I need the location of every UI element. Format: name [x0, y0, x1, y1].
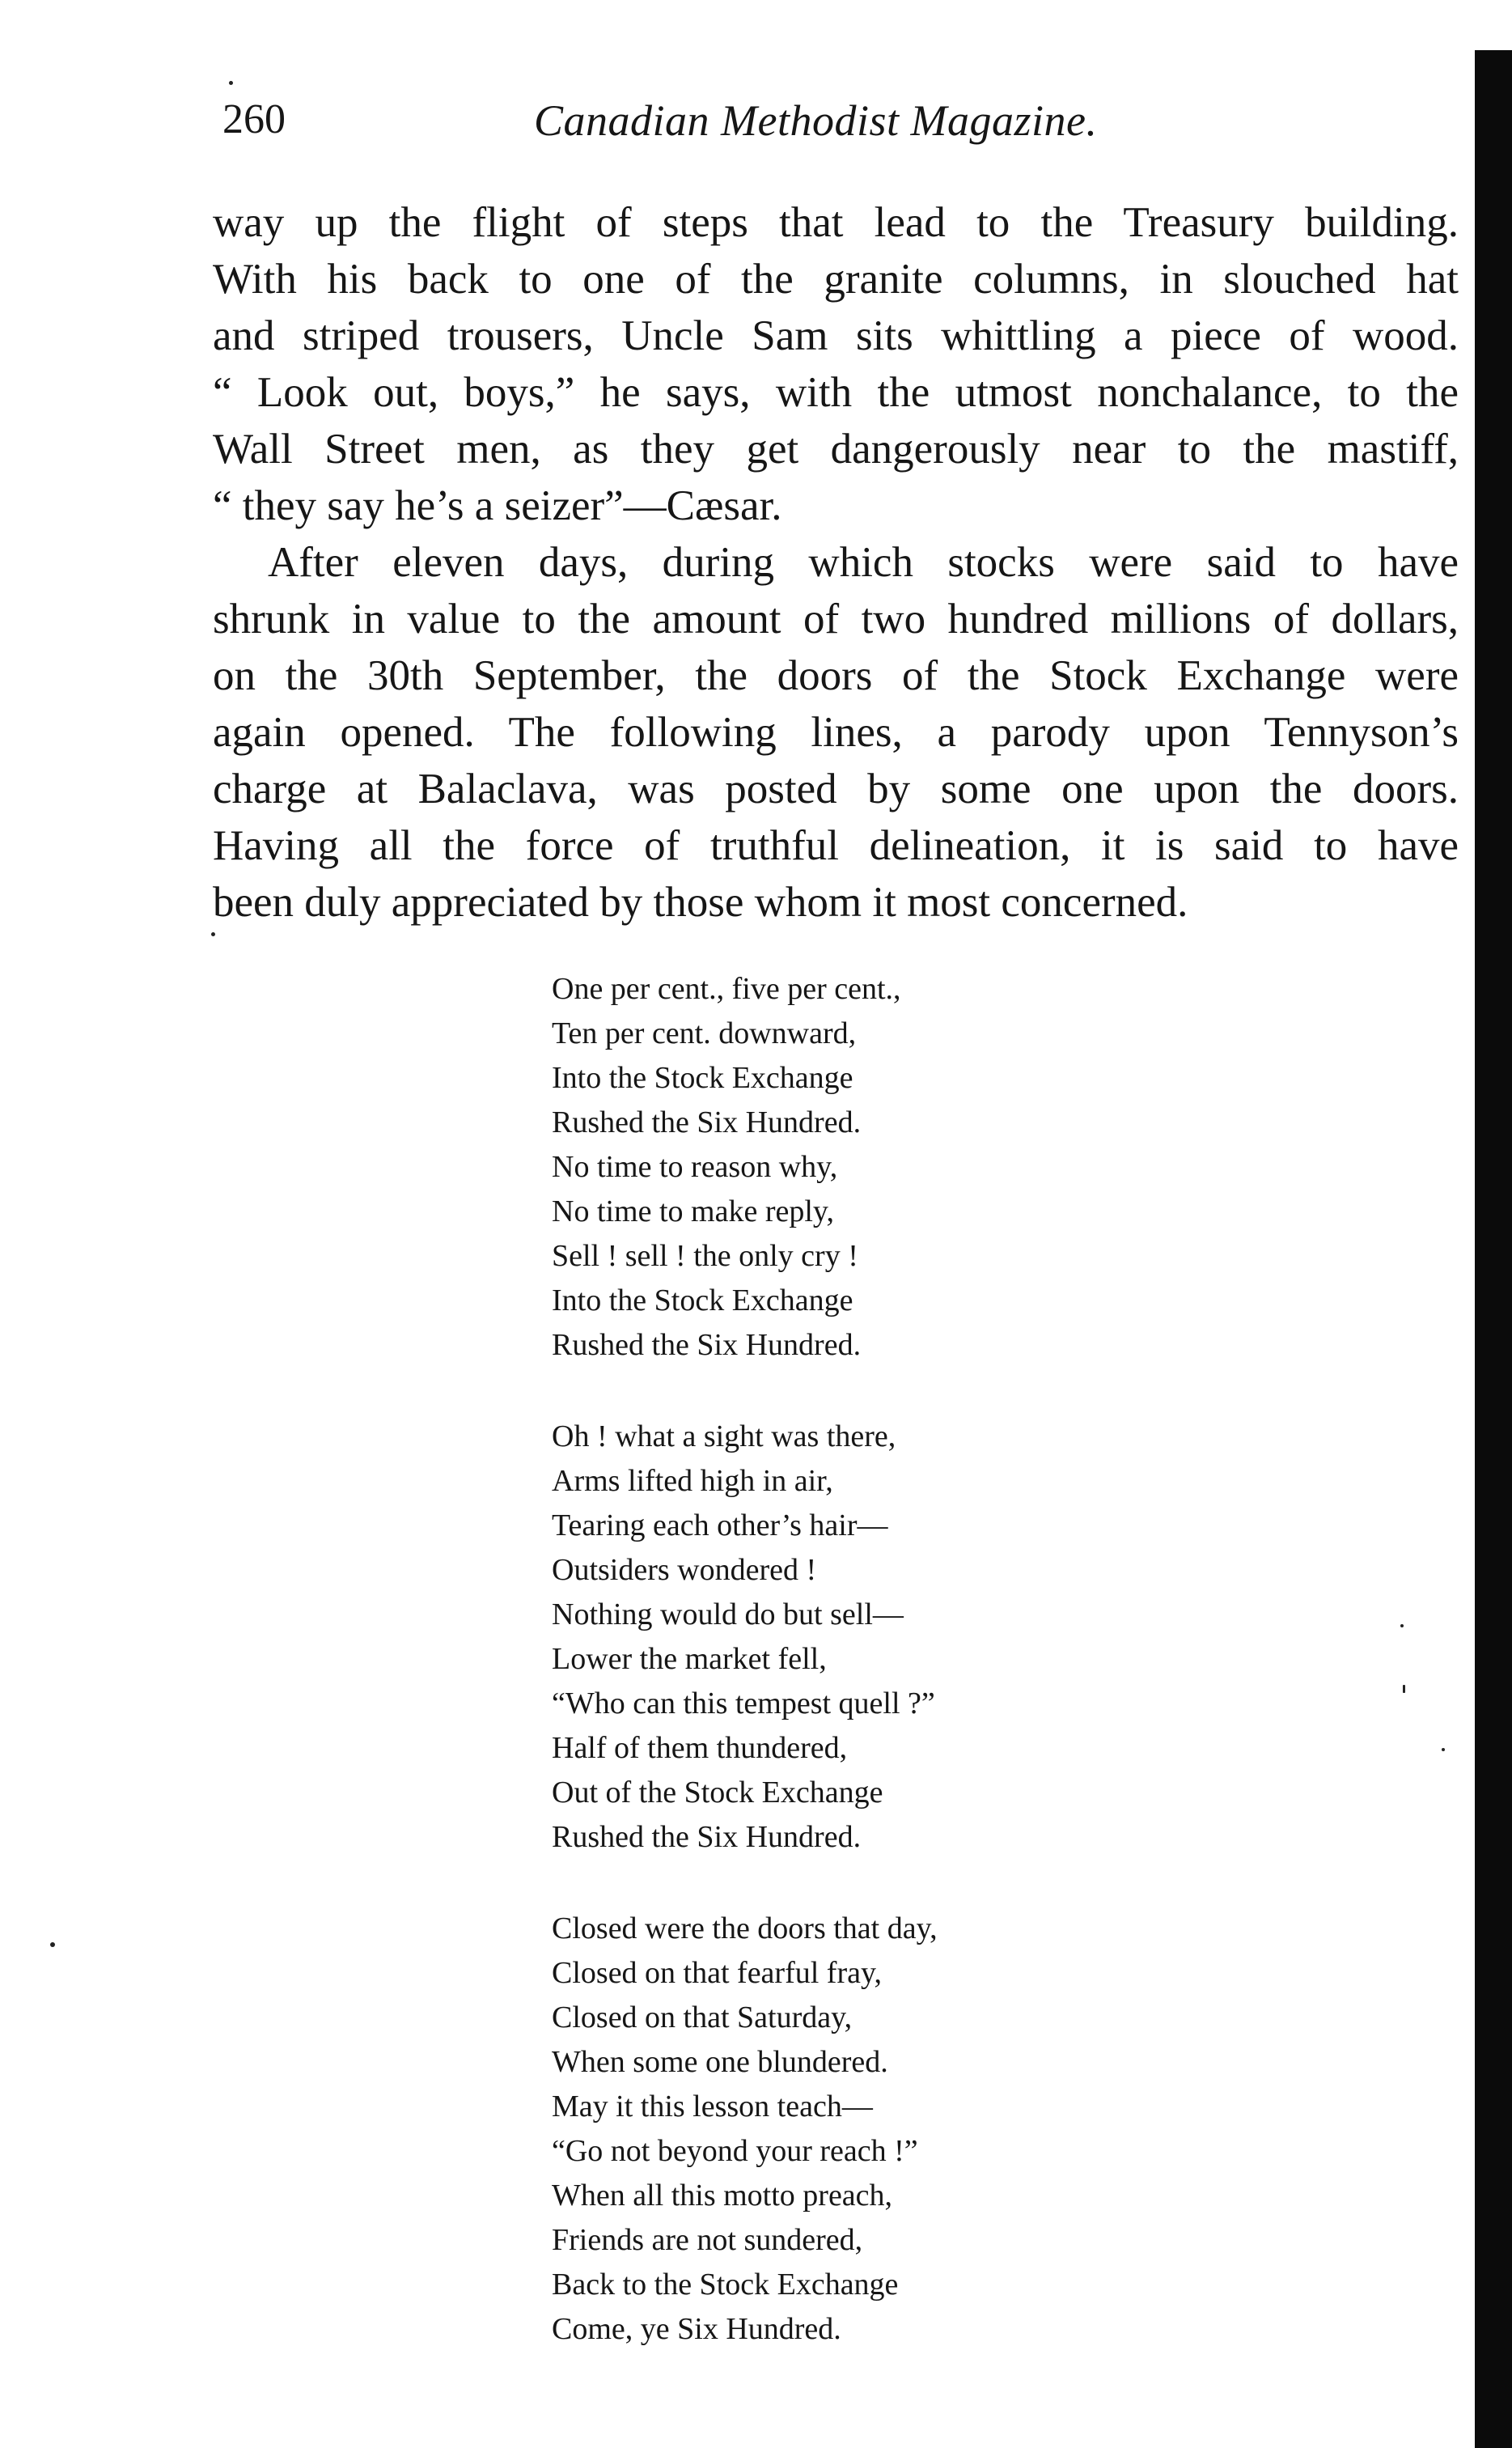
stanza [552, 967, 1167, 1368]
text-line: way up the flight of steps that lead to the Treasury building. [213, 199, 1459, 246]
text-line: “ Look out, boys,” he says, with the utmost nonchalance, to the [213, 369, 1459, 416]
print-speck [1442, 1748, 1445, 1751]
text-line: After eleven days, during which stocks were said to have [268, 539, 1459, 586]
text-line: on the 30th September, the doors of the Stock Exchange were [213, 652, 1459, 699]
verse-line: Ten per cent. downward, [552, 1016, 857, 1050]
verse-line: Into the Stock Exchange [552, 1283, 853, 1317]
text-line: charge at Balaclava, was posted by some one upon the doors. [213, 766, 1459, 812]
verse-line: Closed on that Saturday, [552, 2000, 853, 2034]
verse-line: “Who can this tempest quell ?” [552, 1686, 935, 1720]
text-line: Having all the force of truthful delineation, it is said to have [213, 822, 1459, 869]
verse-line: One per cent., five per cent., [552, 972, 901, 1006]
verse-line: Rushed the Six Hundred. [552, 1328, 862, 1362]
verse-line: Closed on that fearful fray, [552, 1956, 882, 1990]
verse-line: Into the Stock Exchange [552, 1061, 853, 1095]
verse-line: Tearing each other’s hair— [552, 1508, 888, 1542]
verse-line: Outsiders wondered ! [552, 1553, 817, 1587]
verse-line: Nothing would do but sell— [552, 1597, 904, 1631]
verse-line: Sell ! sell ! the only cry ! [552, 1239, 858, 1273]
print-speck [50, 1942, 55, 1947]
page-number: 260 [222, 96, 286, 142]
print-speck [211, 932, 215, 936]
verse-line: Back to the Stock Exchange [552, 2268, 899, 2302]
verse-line: Rushed the Six Hundred. [552, 1820, 862, 1854]
verse-line: Oh ! what a sight was there, [552, 1419, 896, 1453]
verse-line: When some one blundered. [552, 2045, 888, 2079]
verse-line: Out of the Stock Exchange [552, 1776, 883, 1809]
prose-text [213, 194, 1459, 931]
verse-line: Arms lifted high in air, [552, 1464, 833, 1498]
verse-line: No time to reason why, [552, 1150, 838, 1184]
verse-line: When all this motto preach, [552, 2179, 893, 2213]
verse-line: Friends are not sundered, [552, 2223, 863, 2257]
print-speck [1400, 1624, 1404, 1627]
verse-line: “Go not beyond your reach !” [552, 2134, 918, 2168]
text-line: again opened. The following lines, a parody upon Tennyson’s [213, 709, 1459, 756]
page-binding-edge [1475, 50, 1512, 2448]
text-line: “ they say he’s a seizer”—Cæsar. [213, 482, 782, 529]
stanza [552, 1415, 1167, 1860]
verse-line: Come, ye Six Hundred. [552, 2312, 841, 2346]
verse-line: Lower the market fell, [552, 1642, 827, 1676]
text-line: shrunk in value to the amount of two hundred millions of dollars, [213, 596, 1459, 643]
text-line: been duly appreciated by those whom it most concerned. [213, 879, 1188, 926]
text-line: and striped trousers, Uncle Sam sits whittling a piece of wood. [213, 312, 1459, 359]
print-speck [229, 81, 233, 85]
running-header [222, 95, 1234, 152]
verse-line: No time to make reply, [552, 1194, 834, 1228]
running-title: Canadian Methodist Magazine. [534, 96, 1098, 145]
stanza [552, 1907, 1167, 2352]
verse-line: Rushed the Six Hundred. [552, 1105, 862, 1139]
verse-line: Half of them thundered, [552, 1731, 848, 1765]
poem [552, 967, 1167, 2399]
text-line: Wall Street men, as they get dangerously near to the mastiff, [213, 426, 1459, 473]
print-speck [1403, 1685, 1405, 1693]
verse-line: Closed were the doors that day, [552, 1911, 938, 1945]
verse-line: May it this lesson teach— [552, 2089, 873, 2123]
text-line: With his back to one of the granite columns, in slouched hat [213, 256, 1459, 303]
